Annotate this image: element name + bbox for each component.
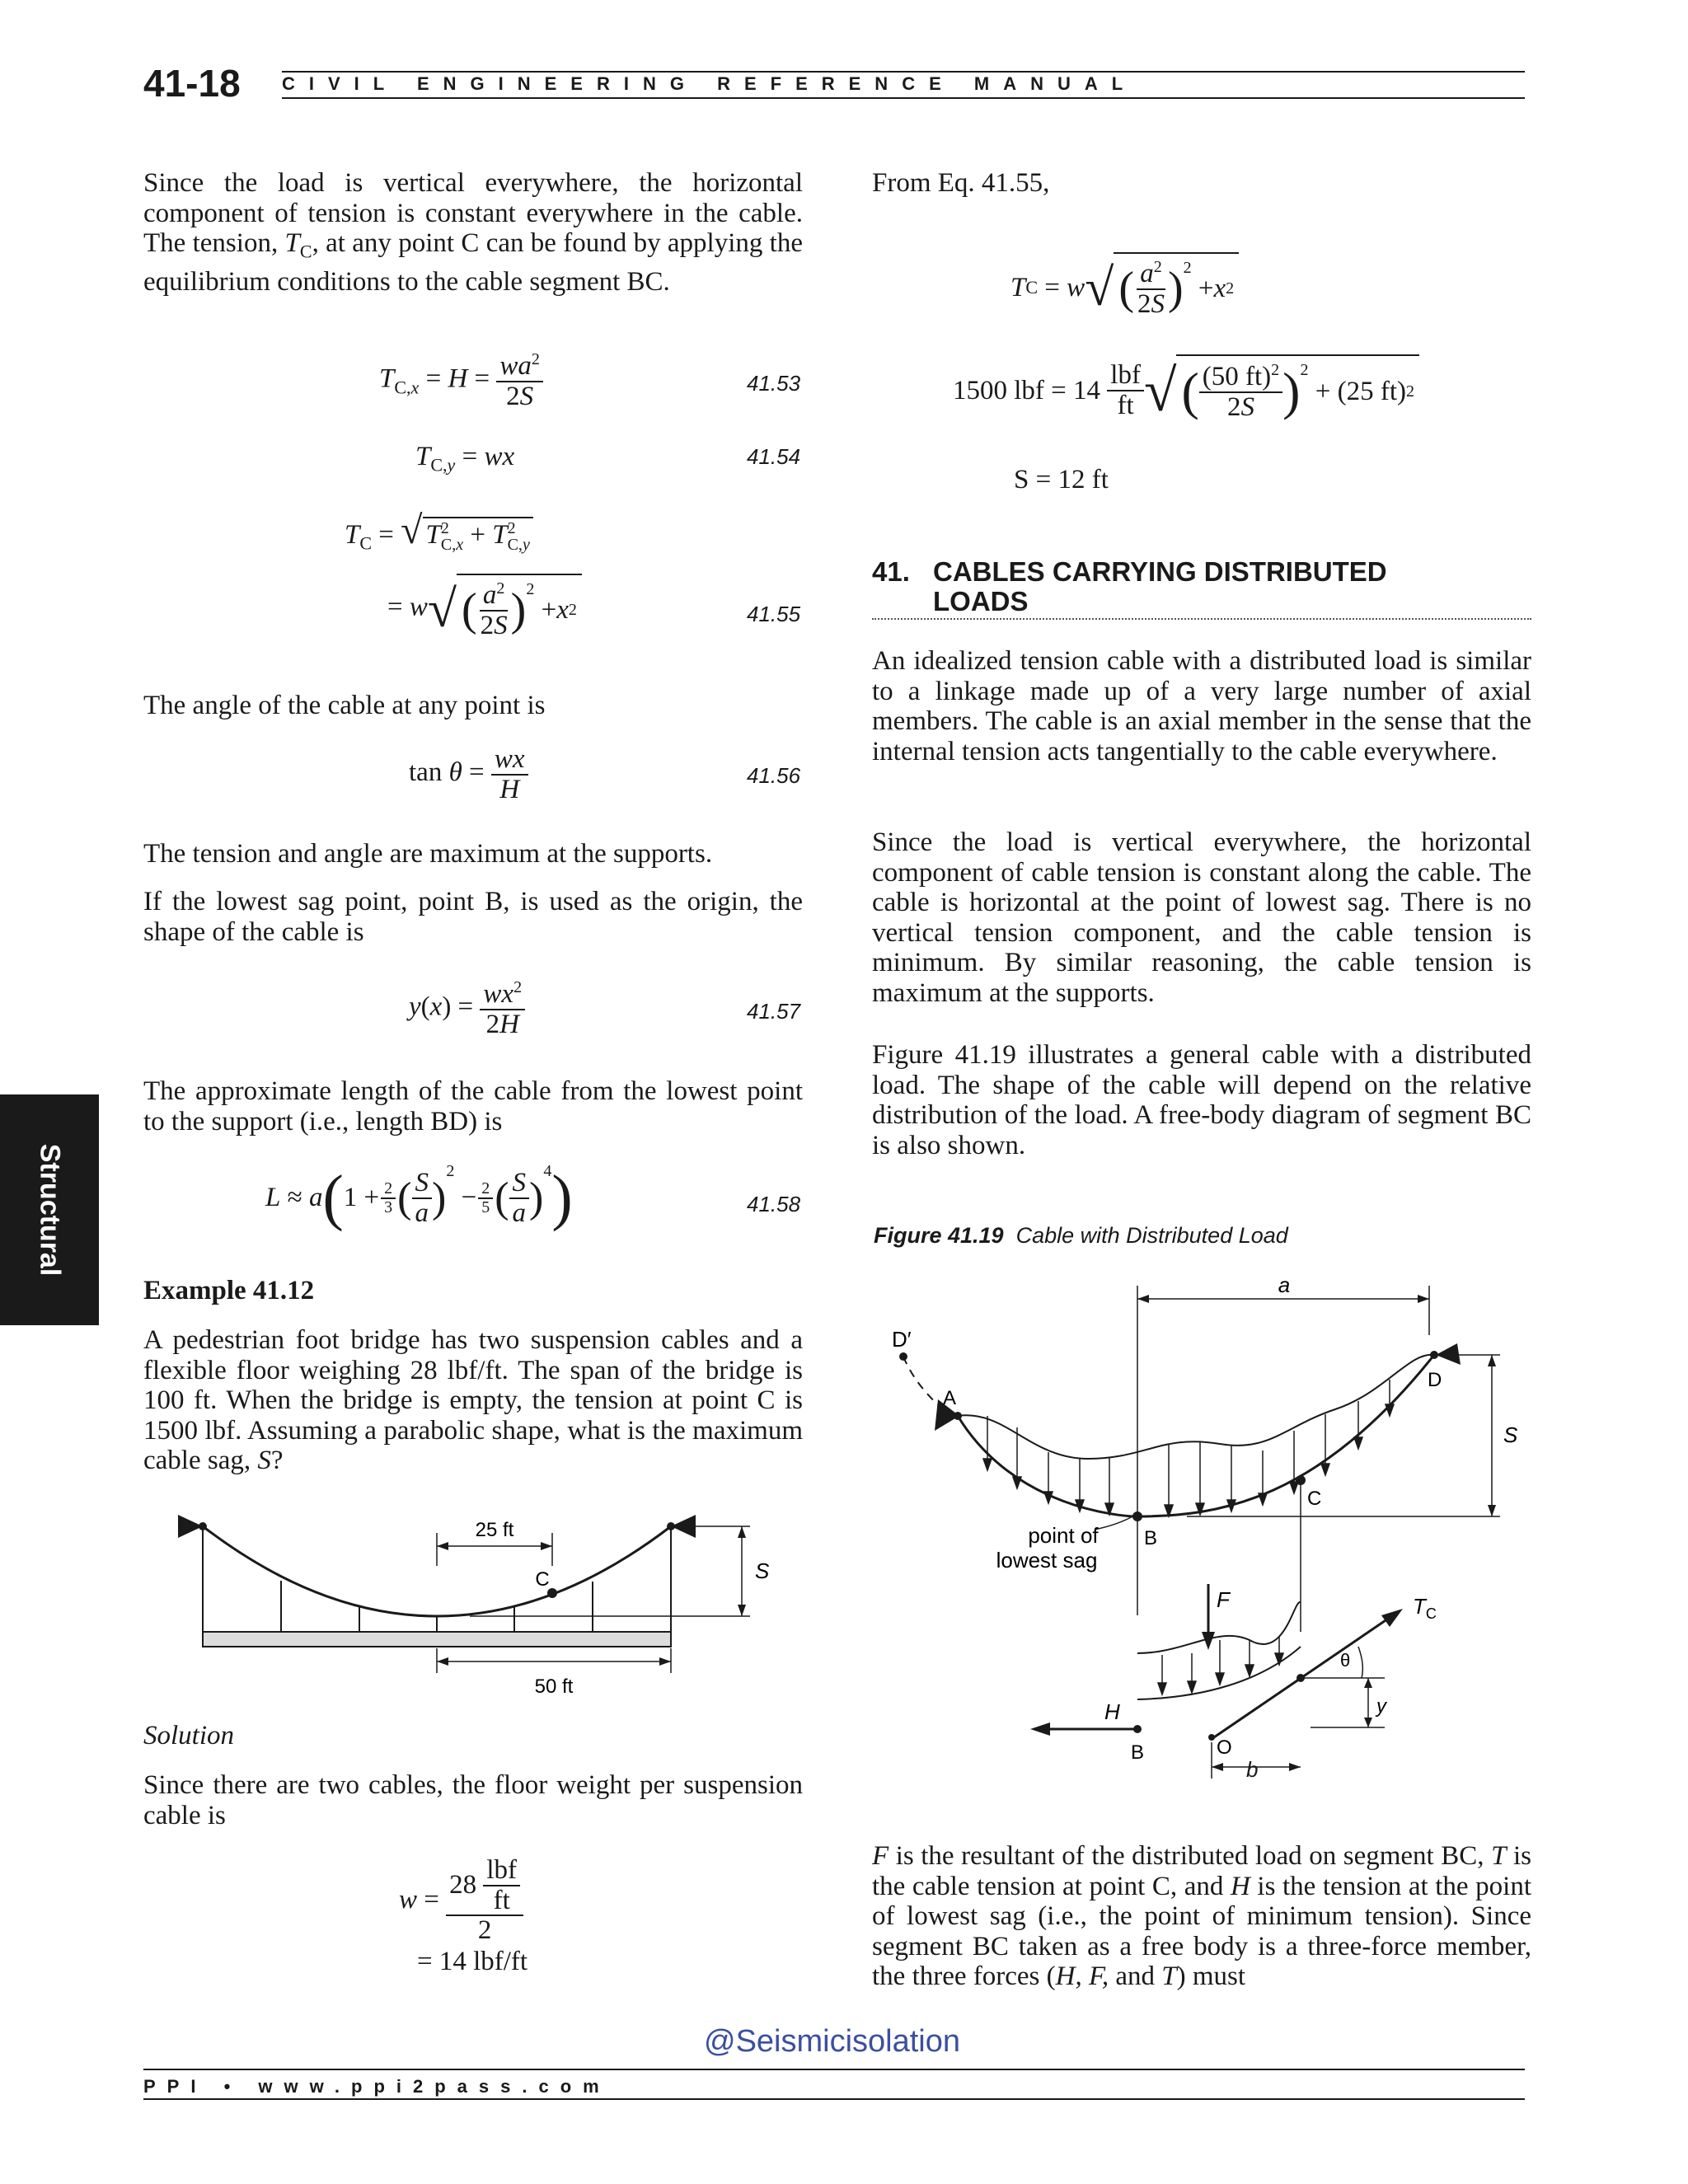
bridge-figure — [173, 1508, 770, 1698]
force-h-arrow — [1030, 1722, 1050, 1736]
label-f: F — [1217, 1587, 1230, 1612]
section-rule — [872, 618, 1531, 620]
label-h: H — [1104, 1699, 1120, 1724]
example-text-a: A pedestrian foot bridge has two suspension cables and a flexible floor weighing 28 lbf/ft. The span of the bridge is 100 ft. When the bridge is empty, the tension at point C is 1500 lbf. Assuming a parabolic shape, what is the maximum cable sag, — [143, 1325, 803, 1475]
footer-rule-top — [143, 2069, 1525, 2070]
watermark: @Seismicisolation — [704, 2024, 961, 2059]
label-d-prime: D′ — [892, 1327, 912, 1352]
right-calc-result: S = 12 ft — [1014, 465, 1109, 494]
dim-bottom-label: 50 ft — [534, 1675, 574, 1698]
right-para-3: Figure 41.19 illustrates a general cable with a distributed load. The shape of the cable will depend on the relative distribution of the load. A free-body diagram of segment BC is also shown. — [872, 1040, 1531, 1160]
left-para-1: Since the load is vertical everywhere, the horizontal component of tension is constant everywhere in the cable. The tension, $T_C$, at any point C can be found by applying the equilibrium conditions to the cable segment BC. — [143, 168, 803, 298]
equation-41-55-line1: $T_C$ = √ $T^2_{C,x} + T^2_{C,y}$ — [345, 508, 533, 555]
right-para-2: Since the load is vertical everywhere, the horizontal component of cable tension is constant along the cable. The cable is horizontal at the point of lowest sag. There is no vertical tension component, and the cable tension is minimum. By similar reasoning, the cable tension is maximum at the supports. — [872, 827, 1531, 1008]
p4-g: H, F, — [1055, 1961, 1109, 1991]
solution-text: Since there are two cables, the floor weight per suspension cable is — [143, 1770, 803, 1830]
figure-number: Figure 41.19 — [874, 1223, 1004, 1248]
equation-number-41-55: 41.55 — [747, 602, 801, 626]
label-o: O — [1217, 1736, 1232, 1759]
label-theta: θ — [1340, 1650, 1351, 1671]
equation-41-58: L ≈ a ( 1 + $\frac{2}{3}$ ( $\frac{S}{a}$ ) $^2$ − $\frac{2}{5}$ ( $\frac{S}{a}$ ) $^4$ ) — [265, 1162, 573, 1232]
calc-lhs: 1500 lbf = 14 — [953, 375, 1101, 405]
equation-41-56: tan θ = $\frac{wx}{H}$ — [409, 745, 528, 804]
p4-h: H — [1230, 1871, 1250, 1901]
section-title-2: LOADS — [933, 586, 1029, 616]
figure-title: Cable with Distributed Load — [1015, 1223, 1288, 1248]
equation-number-41-54: 41.54 — [747, 444, 801, 469]
equation-41-55-line2: = w√ ( $\frac{a^2}{2S}$ ) $^2$ + x 2 — [387, 574, 582, 644]
manual-title: CIVIL ENGINEERING REFERENCE MANUAL — [282, 73, 1137, 94]
from-eq: From Eq. 41.55, — [872, 168, 1050, 198]
dim-top-label: 25 ft — [475, 1519, 514, 1541]
label-y: y — [1376, 1695, 1386, 1718]
example-title: Example 41.12 — [143, 1276, 315, 1305]
example-text: A pedestrian foot bridge has two suspension cables and a flexible floor weighing 28 lbf/ft. The span of the bridge is 100 ft. When the bridge is empty, the tension at point C is 1500 lbf. Assuming a parabolic shape, what is the maximum cable sag, S? — [143, 1325, 803, 1475]
section-number: 41. — [872, 556, 910, 587]
left-para-1-b: , at any point C can be found by applying the equilibrium conditions to the cable segment BC. — [143, 228, 803, 298]
side-tab-label: Structural — [34, 1143, 66, 1277]
label-s: S — [1503, 1422, 1518, 1447]
equation-number-41-57: 41.57 — [747, 999, 801, 1024]
w-unit-den: ft — [493, 1885, 510, 1915]
right-para-4 — [872, 1841, 1531, 1992]
equation-number-41-56: 41.56 — [747, 763, 801, 788]
sag-label: S — [755, 1558, 770, 1583]
left-para-1-a: Since the load is vertical everywhere, the horizontal component of tension is constant everywhere in the cable. The tension, — [143, 168, 803, 258]
left-para-length: The approximate length of the cable from the lowest point to the support (i.e., length BD) is — [143, 1076, 803, 1137]
label-c: C — [1307, 1488, 1322, 1510]
header-rule-top — [282, 71, 1525, 73]
point-c-label: C — [535, 1568, 550, 1591]
equation-41-53: $T_{C,x} = H$ = $\frac{wa^2}{2S}$ — [379, 351, 543, 410]
label-a-point: A — [943, 1387, 957, 1409]
label-b-dim: b — [1246, 1757, 1259, 1782]
cable-figure — [874, 1269, 1533, 1780]
equation-number-41-53: 41.53 — [747, 371, 801, 396]
label-d: D — [1428, 1369, 1442, 1391]
weight-result: = 14 lbf/ft — [417, 1947, 528, 1976]
label-b2: B — [1131, 1741, 1145, 1764]
lowest-sag-label-2: lowest sag — [996, 1548, 1098, 1572]
label-b: B — [1144, 1527, 1158, 1549]
bridge-deck — [203, 1632, 671, 1647]
p4-h2: and — [1109, 1961, 1162, 1991]
load-curve — [958, 1355, 1434, 1459]
side-tab — [0, 1094, 99, 1325]
left-para-angle: The angle of the cable at any point is — [143, 691, 546, 720]
p4-b: is the resultant of the distributed load on segment BC, — [889, 1841, 1492, 1871]
page-number: 41-18 — [143, 62, 241, 105]
p4-t: T — [1491, 1841, 1507, 1871]
weight-equation: w = 28 $\frac{\text{lbf}}{ft}$ 2 — [399, 1856, 523, 1945]
w-unit-num: lbf — [483, 1856, 520, 1886]
w-den: 2 — [477, 1915, 492, 1946]
p4-f: F — [872, 1841, 889, 1871]
equation-number-41-58: 41.58 — [747, 1192, 801, 1216]
label-a: a — [1278, 1272, 1291, 1297]
calc-50: (50 ft) — [1202, 361, 1272, 391]
right-para-1: An idealized tension cable with a distributed load is similar to a linkage made up of a very large number of axial members. The cable is an axial member in the sense that the internal tension acts tangentially to the cable everywhere. — [872, 646, 1531, 766]
p4-d: is the cable tension at point C, and — [872, 1841, 1531, 1901]
p4-i: T — [1161, 1961, 1177, 1991]
header-rule-bottom — [282, 97, 1525, 99]
force-t-arrow — [1381, 1609, 1403, 1627]
equation-41-54: $T_{C,y}$ = wx — [415, 442, 515, 476]
left-para-max: The tension and angle are maximum at the supports. — [143, 839, 713, 869]
right-tc-equation: T C = w √ ( $\frac{a^2}{2S}$ ) $^2$ + x 2 — [1010, 252, 1239, 323]
footer-publisher[interactable]: PPI • www.ppi2pass.com — [143, 2076, 611, 2097]
support-d-icon — [1436, 1343, 1461, 1365]
label-tc: $T_C$ — [1413, 1594, 1437, 1622]
lowest-sag-label-1: point of — [1028, 1523, 1099, 1548]
equation-41-57: y(x) = $\frac{wx^2}{2H}$ — [409, 979, 525, 1038]
solution-label: Solution — [143, 1721, 235, 1750]
footer-rule-bottom — [143, 2098, 1525, 2100]
w-num: 28 — [449, 1870, 477, 1900]
figure-caption — [874, 1223, 1288, 1249]
p4-j: ) must — [1176, 1961, 1246, 1991]
cable — [958, 1355, 1434, 1516]
section-title-1: CABLES CARRYING DISTRIBUTED — [933, 556, 1387, 587]
left-para-origin: If the lowest sag point, point B, is used as the origin, the shape of the cable is — [143, 887, 803, 947]
calc-25: + (25 ft) — [1315, 376, 1406, 406]
right-calc-equation: 1500 lbf = 14 $\frac{\text{lbf}}{ft}$ √ ( $\frac{(50 ft)^2}{2S}$ ) $^2$ + (25 ft) 2 — [953, 354, 1419, 427]
p4-f2: is the tension at the point of lowest sag (i.e., the point of minimum tension). Since segment BC taken as a free body is a three-force member, the three forces ( — [872, 1871, 1531, 1991]
